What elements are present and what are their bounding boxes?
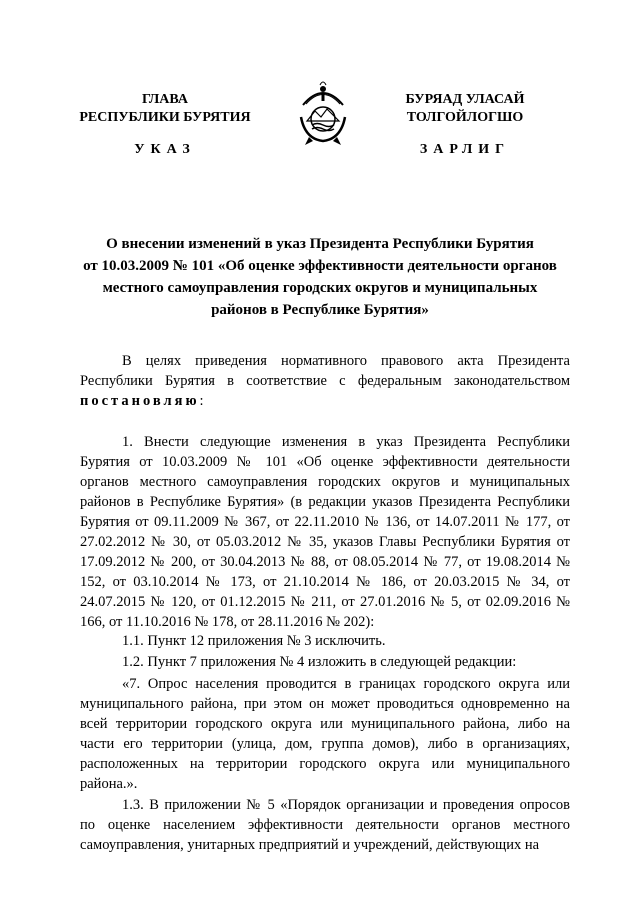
item-1-1: 1.1. Пункт 12 приложения № 3 исключить. [122,633,386,649]
item-1: 1. Внести следующие изменения в указ Президента Республики Бурятия от 10.03.2009 № 101 «Об оценке эффективности деятельности органов местного самоуправления городских округов и муниципальных районов в Республике Бурятия» (в редакции указов Президента Республики Бурятия от 09.11.2009 № 367, от 22.11.2010 № 136, от 14.07.2011 № 177, от 27.02.2012 № 30, от 05.03.2012 № 35, указов Главы Республики Бурятия от 17.09.2012 № 200, от 30.04.2013 № 88, от 08.05.2014 № 77, от 19.08.2014 № 152, от 03.10.2014 № 173, от 21.10.2014 № 186, от 20.03.2015 № 34, от 24.07.2015 № 120, от 01.12.2015 № 211, от 27.01.2016 № 5, от 02.09.2016 № 166, от 11.10.2016 № 178, от 28.11.2016 № 202): [80,434,570,630]
doc-type-russian: УКАЗ [134,142,196,157]
title-line: от 10.03.2009 № 101 «Об оценке эффективности деятельности органов [83,258,557,274]
title-line: О внесении изменений в указ Президента Республики Бурятия [106,236,534,252]
header-left [70,91,260,127]
header-right-line2: ТОЛГОЙЛОГШО [406,110,524,125]
decree-word: постановляю [80,393,200,409]
decree-title [78,233,562,321]
coat-of-arms-icon [297,77,349,147]
preamble-paragraph [80,351,570,411]
doc-type-buryat: ЗАРЛИГ [419,142,511,157]
title-line: районов в Республике Бурятия» [211,302,429,318]
item-1-2: 1.2. Пункт 7 приложения № 4 изложить в следующей редакции: [122,654,517,670]
title-line: местного самоуправления городских округов и муниципальных [102,280,538,296]
item-1-3: 1.3. В приложении № 5 «Порядок организации и проведения опросов по оценке населением эффективности деятельности органов местного самоуправления, унитарных предприятий и учреждений, действующих на [80,797,570,853]
item-1-2-quote: «7. Опрос населения проводится в границах городского округа или муниципального района, при этом он может проводиться одновременно на всей территории городского округа или муниципального района, либо на части его территории (улица, дом, группа домов), либо в организациях, расположенных на территории городского округа или муниципального района.». [80,676,570,792]
header-left-line2: РЕСПУБЛИКИ БУРЯТИЯ [79,110,251,125]
header-right-line1: БУРЯАД УЛАСАЙ [405,92,525,107]
preamble-text: В целях приведения нормативного правового акта Президента Республики Бурятия в соответствие с федеральным законодательством [80,353,570,389]
header-right [370,91,560,127]
header-left-line1: ГЛАВА [142,92,188,107]
preamble-colon: : [199,393,204,409]
